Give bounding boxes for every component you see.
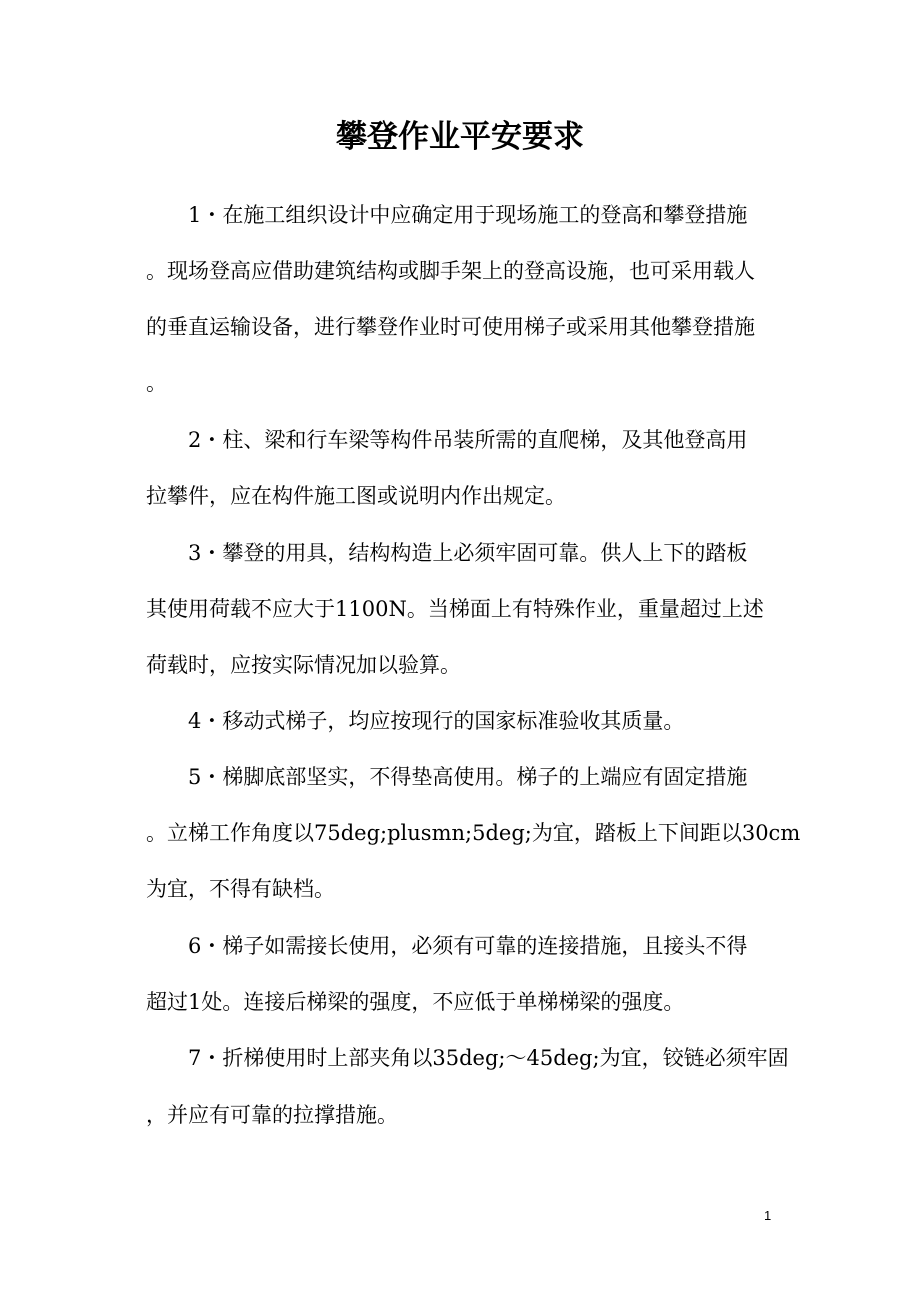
paragraph-7-line-1: 7・折梯使用时上部夹角以35deg;～45deg;为宜，铰链必须牢固 — [188, 1046, 789, 1070]
paragraph-3-line-2: 其使用荷载不应大于1100N。当梯面上有特殊作业，重量超过上述 — [146, 597, 764, 621]
paragraph-1-line-1: 1・在施工组织设计中应确定用于现场施工的登高和攀登措施 — [188, 203, 748, 227]
page-number: 1 — [764, 1208, 772, 1223]
paragraph-5-line-2: 。立梯工作角度以75deg;plusmn;5deg;为宜，踏板上下间距以30cm — [146, 821, 801, 845]
paragraph-2-line-2: 拉攀件，应在构件施工图或说明内作出规定。 — [146, 484, 566, 508]
paragraph-3-line-3: 荷载时，应按实际情况加以验算。 — [146, 653, 461, 677]
paragraph-5-line-3: 为宜，不得有缺档。 — [146, 877, 335, 901]
paragraph-3-line-1: 3・攀登的用具，结构构造上必须牢固可靠。供人上下的踏板 — [188, 541, 748, 565]
paragraph-7-line-2: ，并应有可靠的拉撑措施。 — [146, 1103, 398, 1127]
paragraph-1-line-4: 。 — [146, 371, 167, 395]
paragraph-4-line-1: 4・移动式梯子，均应按现行的国家标准验收其质量。 — [188, 709, 685, 733]
paragraph-6-line-2: 超过1处。连接后梯梁的强度，不应低于单梯梯梁的强度。 — [146, 990, 685, 1014]
paragraph-1-line-3: 的垂直运输设备，进行攀登作业时可使用梯子或采用其他攀登措施 — [146, 315, 755, 339]
document-title: 攀登作业平安要求 — [336, 119, 584, 155]
paragraph-6-line-1: 6・梯子如需接长使用，必须有可靠的连接措施，且接头不得 — [188, 934, 748, 958]
paragraph-5-line-1: 5・梯脚底部坚实，不得垫高使用。梯子的上端应有固定措施 — [188, 765, 748, 789]
paragraph-2-line-1: 2・柱、梁和行车梁等构件吊装所需的直爬梯，及其他登高用 — [188, 428, 748, 452]
paragraph-1-line-2: 。现场登高应借助建筑结构或脚手架上的登高设施，也可采用载人 — [146, 259, 755, 283]
